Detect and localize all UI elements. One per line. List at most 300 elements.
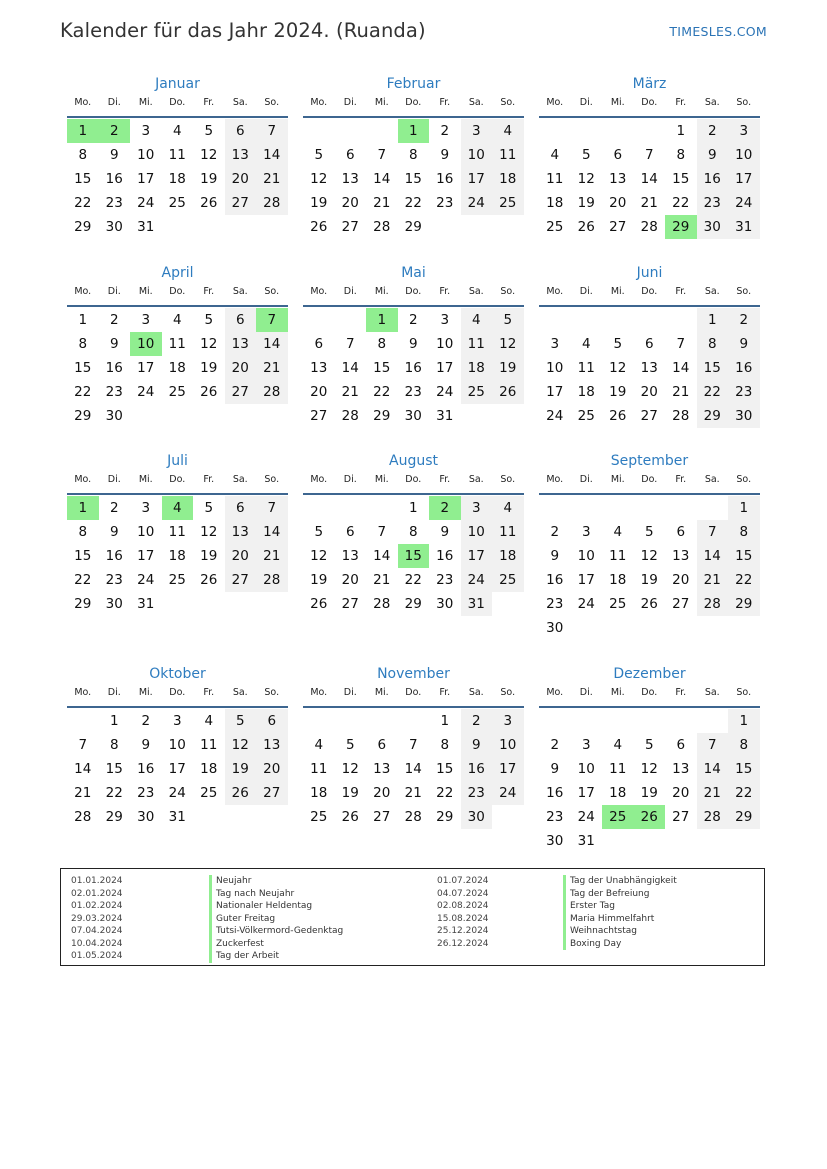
day-cell: 15 — [74, 171, 92, 187]
day-cell: 30 — [404, 408, 422, 424]
legend-row — [437, 938, 757, 951]
empty-cell — [162, 592, 194, 616]
day-cell: 28 — [672, 408, 690, 424]
weekday-label: Mo. — [74, 687, 92, 698]
legend-row — [437, 900, 757, 913]
day-cell: 28 — [74, 809, 92, 825]
day-cell: 12 — [640, 761, 658, 777]
legend-row — [71, 875, 391, 888]
day-cell: 21 — [373, 195, 391, 211]
day-cell: 12 — [310, 548, 328, 564]
day-cell: 6 — [314, 336, 324, 352]
day-cell: 22 — [74, 195, 92, 211]
day-cell: 1 — [109, 713, 119, 729]
empty-cell — [634, 308, 666, 332]
day-cell: 26 — [200, 195, 218, 211]
day-cell: 23 — [461, 781, 493, 805]
weekday-label: Fr. — [675, 474, 687, 485]
holiday-name: Neujahr — [209, 875, 251, 888]
day-cell: 5 — [613, 336, 623, 352]
holiday-name: Tag der Befreiung — [563, 888, 649, 901]
day-cell: 8 — [408, 147, 418, 163]
month-12 — [539, 663, 760, 853]
day-cell: 7 — [256, 308, 288, 332]
day-cell: 23 — [546, 596, 564, 612]
day-cell: 21 — [640, 195, 658, 211]
day-cell: 16 — [436, 171, 454, 187]
weekday-label: Mi. — [610, 687, 625, 698]
day-cell: 20 — [225, 544, 257, 568]
day-cell: 2 — [728, 308, 760, 332]
empty-cell — [539, 709, 571, 733]
holiday-date: 07.04.2024 — [71, 926, 123, 936]
day-cell: 13 — [672, 761, 690, 777]
day-cell: 9 — [728, 332, 760, 356]
day-cell: 21 — [341, 384, 359, 400]
day-grid — [67, 709, 288, 829]
month-10 — [67, 663, 288, 829]
day-cell: 29 — [74, 596, 92, 612]
empty-cell — [461, 404, 493, 428]
day-cell: 22 — [105, 785, 123, 801]
weekday-label: So. — [264, 97, 280, 108]
header-divider — [539, 493, 760, 495]
holiday-date: 02.08.2024 — [437, 901, 489, 911]
day-cell: 10 — [577, 548, 595, 564]
day-cell: 1 — [67, 119, 99, 143]
day-cell: 14 — [74, 761, 92, 777]
day-cell: 2 — [109, 312, 119, 328]
empty-cell — [162, 215, 194, 239]
weekday-label: Di. — [343, 97, 357, 108]
day-cell: 16 — [697, 167, 729, 191]
empty-cell — [225, 592, 257, 616]
day-cell: 2 — [408, 312, 418, 328]
day-cell: 30 — [137, 809, 155, 825]
day-cell: 21 — [256, 544, 288, 568]
day-cell: 3 — [581, 524, 591, 540]
day-cell: 14 — [373, 548, 391, 564]
day-cell: 4 — [492, 496, 524, 520]
day-cell: 10 — [728, 143, 760, 167]
weekday-label: Mi. — [138, 687, 153, 698]
day-cell: 31 — [137, 219, 155, 235]
weekday-label: Mo. — [546, 97, 564, 108]
month-name: Oktober — [149, 666, 206, 682]
day-cell: 12 — [310, 171, 328, 187]
day-cell: 22 — [404, 572, 422, 588]
day-cell: 24 — [728, 191, 760, 215]
day-cell: 11 — [609, 761, 627, 777]
empty-cell — [602, 308, 634, 332]
day-cell: 15 — [697, 356, 729, 380]
month-name: Januar — [155, 76, 200, 92]
weekday-label: Mo. — [546, 286, 564, 297]
day-cell: 10 — [461, 143, 493, 167]
weekday-label: Sa. — [704, 97, 720, 108]
day-cell: 14 — [404, 761, 422, 777]
day-cell: 22 — [728, 781, 760, 805]
day-cell: 6 — [377, 737, 387, 753]
day-cell: 9 — [141, 737, 151, 753]
day-cell: 11 — [609, 548, 627, 564]
weekday-label: Do. — [641, 286, 658, 297]
day-cell: 2 — [461, 709, 493, 733]
weekday-label: Fr. — [203, 286, 215, 297]
day-cell: 22 — [74, 384, 92, 400]
day-cell: 8 — [728, 520, 760, 544]
day-cell: 5 — [345, 737, 355, 753]
day-cell: 17 — [137, 360, 155, 376]
day-cell: 28 — [373, 596, 391, 612]
day-cell: 28 — [256, 380, 288, 404]
legend-row — [437, 875, 757, 888]
day-cell: 8 — [78, 524, 88, 540]
day-cell: 2 — [550, 524, 560, 540]
day-cell: 28 — [256, 191, 288, 215]
day-cell: 13 — [310, 360, 328, 376]
day-cell: 9 — [697, 143, 729, 167]
day-cell: 17 — [577, 572, 595, 588]
holiday-name: Weihnachtstag — [563, 925, 637, 938]
legend-row — [71, 938, 391, 951]
day-cell: 9 — [440, 524, 450, 540]
empty-cell — [571, 496, 603, 520]
day-cell: 30 — [697, 215, 729, 239]
holiday-name: Guter Freitag — [209, 913, 275, 926]
day-cell: 7 — [78, 737, 88, 753]
day-cell: 3 — [141, 500, 151, 516]
day-cell: 17 — [137, 171, 155, 187]
day-cell: 5 — [581, 147, 591, 163]
weekday-label: Sa. — [468, 286, 484, 297]
day-cell: 14 — [373, 171, 391, 187]
day-cell: 31 — [728, 215, 760, 239]
weekday-label: Mo. — [310, 286, 328, 297]
day-cell: 13 — [341, 171, 359, 187]
day-cell: 15 — [373, 360, 391, 376]
weekday-label: So. — [500, 97, 516, 108]
day-cell: 14 — [256, 143, 288, 167]
day-cell: 30 — [546, 620, 564, 636]
day-cell: 4 — [162, 496, 194, 520]
day-cell: 8 — [408, 524, 418, 540]
day-cell: 12 — [341, 761, 359, 777]
day-cell: 13 — [256, 733, 288, 757]
empty-cell — [665, 616, 697, 640]
weekday-label: Fr. — [439, 474, 451, 485]
day-cell: 26 — [200, 384, 218, 400]
day-cell: 2 — [141, 713, 151, 729]
day-cell: 12 — [609, 360, 627, 376]
empty-cell — [728, 829, 760, 853]
legend-column-left — [71, 875, 391, 963]
day-cell: 22 — [728, 568, 760, 592]
day-cell: 7 — [676, 336, 686, 352]
weekday-label: Do. — [169, 474, 186, 485]
day-cell: 6 — [225, 496, 257, 520]
empty-cell — [303, 496, 335, 520]
weekday-label: Do. — [405, 687, 422, 698]
day-cell: 13 — [640, 360, 658, 376]
day-cell: 29 — [373, 408, 391, 424]
weekday-label: Di. — [343, 474, 357, 485]
month-name: Juni — [636, 265, 663, 281]
day-cell: 22 — [697, 380, 729, 404]
day-cell: 19 — [492, 356, 524, 380]
weekday-header — [67, 95, 288, 111]
weekday-header — [303, 284, 524, 300]
day-cell: 30 — [105, 219, 123, 235]
empty-cell — [571, 308, 603, 332]
weekday-label: Mi. — [138, 286, 153, 297]
empty-cell — [602, 496, 634, 520]
day-cell: 27 — [341, 219, 359, 235]
day-cell: 27 — [672, 809, 690, 825]
day-cell: 31 — [461, 592, 493, 616]
empty-cell — [728, 616, 760, 640]
empty-cell — [571, 616, 603, 640]
holiday-date: 15.08.2024 — [437, 913, 489, 924]
header-divider — [303, 493, 524, 495]
day-cell: 6 — [225, 308, 257, 332]
day-grid — [303, 308, 524, 428]
day-cell: 26 — [225, 781, 257, 805]
header-divider — [539, 706, 760, 708]
weekday-label: So. — [736, 97, 752, 108]
day-cell: 17 — [546, 384, 564, 400]
empty-cell — [256, 592, 288, 616]
day-cell: 27 — [672, 596, 690, 612]
empty-cell — [634, 829, 666, 853]
day-cell: 15 — [728, 757, 760, 781]
month-11 — [303, 663, 524, 829]
day-cell: 1 — [440, 713, 450, 729]
weekday-label: Fr. — [439, 286, 451, 297]
weekday-label: Di. — [107, 474, 121, 485]
day-cell: 12 — [492, 332, 524, 356]
day-cell: 19 — [200, 548, 218, 564]
day-cell: 9 — [440, 147, 450, 163]
day-cell: 11 — [200, 737, 218, 753]
holiday-date: 25.12.2024 — [437, 926, 489, 936]
empty-cell — [602, 616, 634, 640]
day-cell: 19 — [200, 360, 218, 376]
day-cell: 24 — [492, 781, 524, 805]
day-cell: 14 — [341, 360, 359, 376]
day-cell: 2 — [429, 496, 461, 520]
day-cell: 23 — [105, 195, 123, 211]
legend-row — [71, 950, 391, 963]
day-cell: 31 — [137, 596, 155, 612]
empty-cell — [225, 404, 257, 428]
day-cell: 1 — [728, 709, 760, 733]
brand-link[interactable]: TIMESLES.COM — [669, 24, 767, 39]
day-cell: 30 — [105, 408, 123, 424]
weekday-label: Sa. — [468, 97, 484, 108]
day-cell: 15 — [74, 360, 92, 376]
header-divider — [303, 305, 524, 307]
day-cell: 28 — [404, 809, 422, 825]
empty-cell — [193, 404, 225, 428]
day-cell: 5 — [644, 737, 654, 753]
day-cell: 2 — [109, 500, 119, 516]
weekday-label: Mo. — [310, 474, 328, 485]
day-cell: 25 — [609, 596, 627, 612]
day-grid — [303, 709, 524, 829]
day-cell: 13 — [225, 332, 257, 356]
holiday-name: Tag der Unabhängigkeit — [563, 875, 677, 888]
day-cell: 18 — [310, 785, 328, 801]
weekday-label: Sa. — [232, 687, 248, 698]
day-cell: 27 — [256, 781, 288, 805]
day-cell: 3 — [728, 119, 760, 143]
day-cell: 28 — [640, 219, 658, 235]
day-cell: 20 — [341, 572, 359, 588]
holiday-date: 26.12.2024 — [437, 938, 489, 949]
weekday-label: Fr. — [675, 286, 687, 297]
day-cell: 3 — [581, 737, 591, 753]
empty-cell — [398, 709, 430, 733]
day-cell: 18 — [577, 384, 595, 400]
day-cell: 18 — [609, 785, 627, 801]
day-cell: 20 — [225, 167, 257, 191]
empty-cell — [665, 829, 697, 853]
day-cell: 3 — [492, 709, 524, 733]
day-cell: 27 — [225, 380, 257, 404]
day-cell: 16 — [105, 171, 123, 187]
day-cell: 16 — [461, 757, 493, 781]
day-cell: 8 — [78, 336, 88, 352]
day-cell: 12 — [640, 548, 658, 564]
empty-cell — [303, 308, 335, 332]
weekday-label: Mi. — [374, 286, 389, 297]
empty-cell — [492, 592, 524, 616]
day-cell: 14 — [672, 360, 690, 376]
day-cell: 17 — [461, 167, 493, 191]
day-cell: 19 — [640, 572, 658, 588]
day-cell: 13 — [609, 171, 627, 187]
day-cell: 24 — [546, 408, 564, 424]
day-cell: 6 — [345, 147, 355, 163]
day-cell: 22 — [373, 384, 391, 400]
weekday-label: Sa. — [704, 687, 720, 698]
day-cell: 12 — [200, 147, 218, 163]
day-cell: 28 — [256, 568, 288, 592]
empty-cell — [697, 709, 729, 733]
day-cell: 25 — [168, 572, 186, 588]
day-cell: 11 — [546, 171, 564, 187]
weekday-label: Di. — [107, 687, 121, 698]
day-cell: 29 — [665, 215, 697, 239]
day-cell: 25 — [492, 568, 524, 592]
empty-cell — [697, 829, 729, 853]
day-cell: 28 — [373, 219, 391, 235]
weekday-label: Di. — [107, 97, 121, 108]
day-cell: 15 — [404, 171, 422, 187]
day-cell: 13 — [373, 761, 391, 777]
day-cell: 25 — [168, 195, 186, 211]
empty-cell — [366, 119, 398, 143]
day-cell: 18 — [200, 761, 218, 777]
day-cell: 31 — [168, 809, 186, 825]
empty-cell — [634, 616, 666, 640]
day-cell: 18 — [546, 195, 564, 211]
day-cell: 25 — [168, 384, 186, 400]
day-cell: 25 — [310, 809, 328, 825]
day-cell: 20 — [310, 384, 328, 400]
day-cell: 14 — [640, 171, 658, 187]
empty-cell — [225, 215, 257, 239]
day-cell: 23 — [546, 809, 564, 825]
day-cell: 23 — [436, 572, 454, 588]
day-cell: 4 — [613, 737, 623, 753]
day-cell: 23 — [697, 191, 729, 215]
day-cell: 31 — [577, 833, 595, 849]
day-grid — [67, 119, 288, 239]
weekday-label: Do. — [641, 474, 658, 485]
day-cell: 7 — [377, 147, 387, 163]
day-cell: 16 — [546, 572, 564, 588]
day-cell: 23 — [105, 572, 123, 588]
day-cell: 30 — [546, 833, 564, 849]
day-cell: 3 — [550, 336, 560, 352]
day-cell: 7 — [345, 336, 355, 352]
day-cell: 12 — [200, 524, 218, 540]
weekday-label: So. — [736, 474, 752, 485]
day-grid — [303, 119, 524, 239]
day-cell: 27 — [341, 596, 359, 612]
header-divider — [539, 305, 760, 307]
day-cell: 28 — [341, 408, 359, 424]
day-cell: 6 — [676, 737, 686, 753]
day-grid — [539, 496, 760, 640]
weekday-label: Sa. — [232, 97, 248, 108]
weekday-label: Mo. — [74, 286, 92, 297]
day-cell: 8 — [377, 336, 387, 352]
holiday-date: 10.04.2024 — [71, 938, 123, 949]
legend-row — [437, 913, 757, 926]
day-cell: 3 — [440, 312, 450, 328]
day-cell: 22 — [436, 785, 454, 801]
day-cell: 16 — [728, 356, 760, 380]
day-cell: 26 — [577, 219, 595, 235]
month-name: November — [377, 666, 450, 682]
day-cell: 22 — [672, 195, 690, 211]
day-cell: 14 — [256, 520, 288, 544]
day-cell: 15 — [728, 544, 760, 568]
day-cell: 10 — [137, 524, 155, 540]
holiday-date: 01.07.2024 — [437, 876, 489, 886]
empty-cell — [303, 709, 335, 733]
day-grid — [67, 496, 288, 616]
day-cell: 18 — [492, 544, 524, 568]
month-name: März — [632, 76, 667, 92]
empty-cell — [193, 592, 225, 616]
weekday-header — [539, 472, 760, 488]
day-cell: 12 — [225, 733, 257, 757]
day-cell: 20 — [609, 195, 627, 211]
weekday-label: Do. — [641, 687, 658, 698]
weekday-label: Fr. — [439, 687, 451, 698]
holiday-date: 01.02.2024 — [71, 901, 123, 911]
month-3 — [539, 73, 760, 239]
day-cell: 21 — [373, 572, 391, 588]
day-cell: 5 — [314, 147, 324, 163]
weekday-label: Mi. — [374, 687, 389, 698]
weekday-label: So. — [736, 687, 752, 698]
day-cell: 8 — [676, 147, 686, 163]
